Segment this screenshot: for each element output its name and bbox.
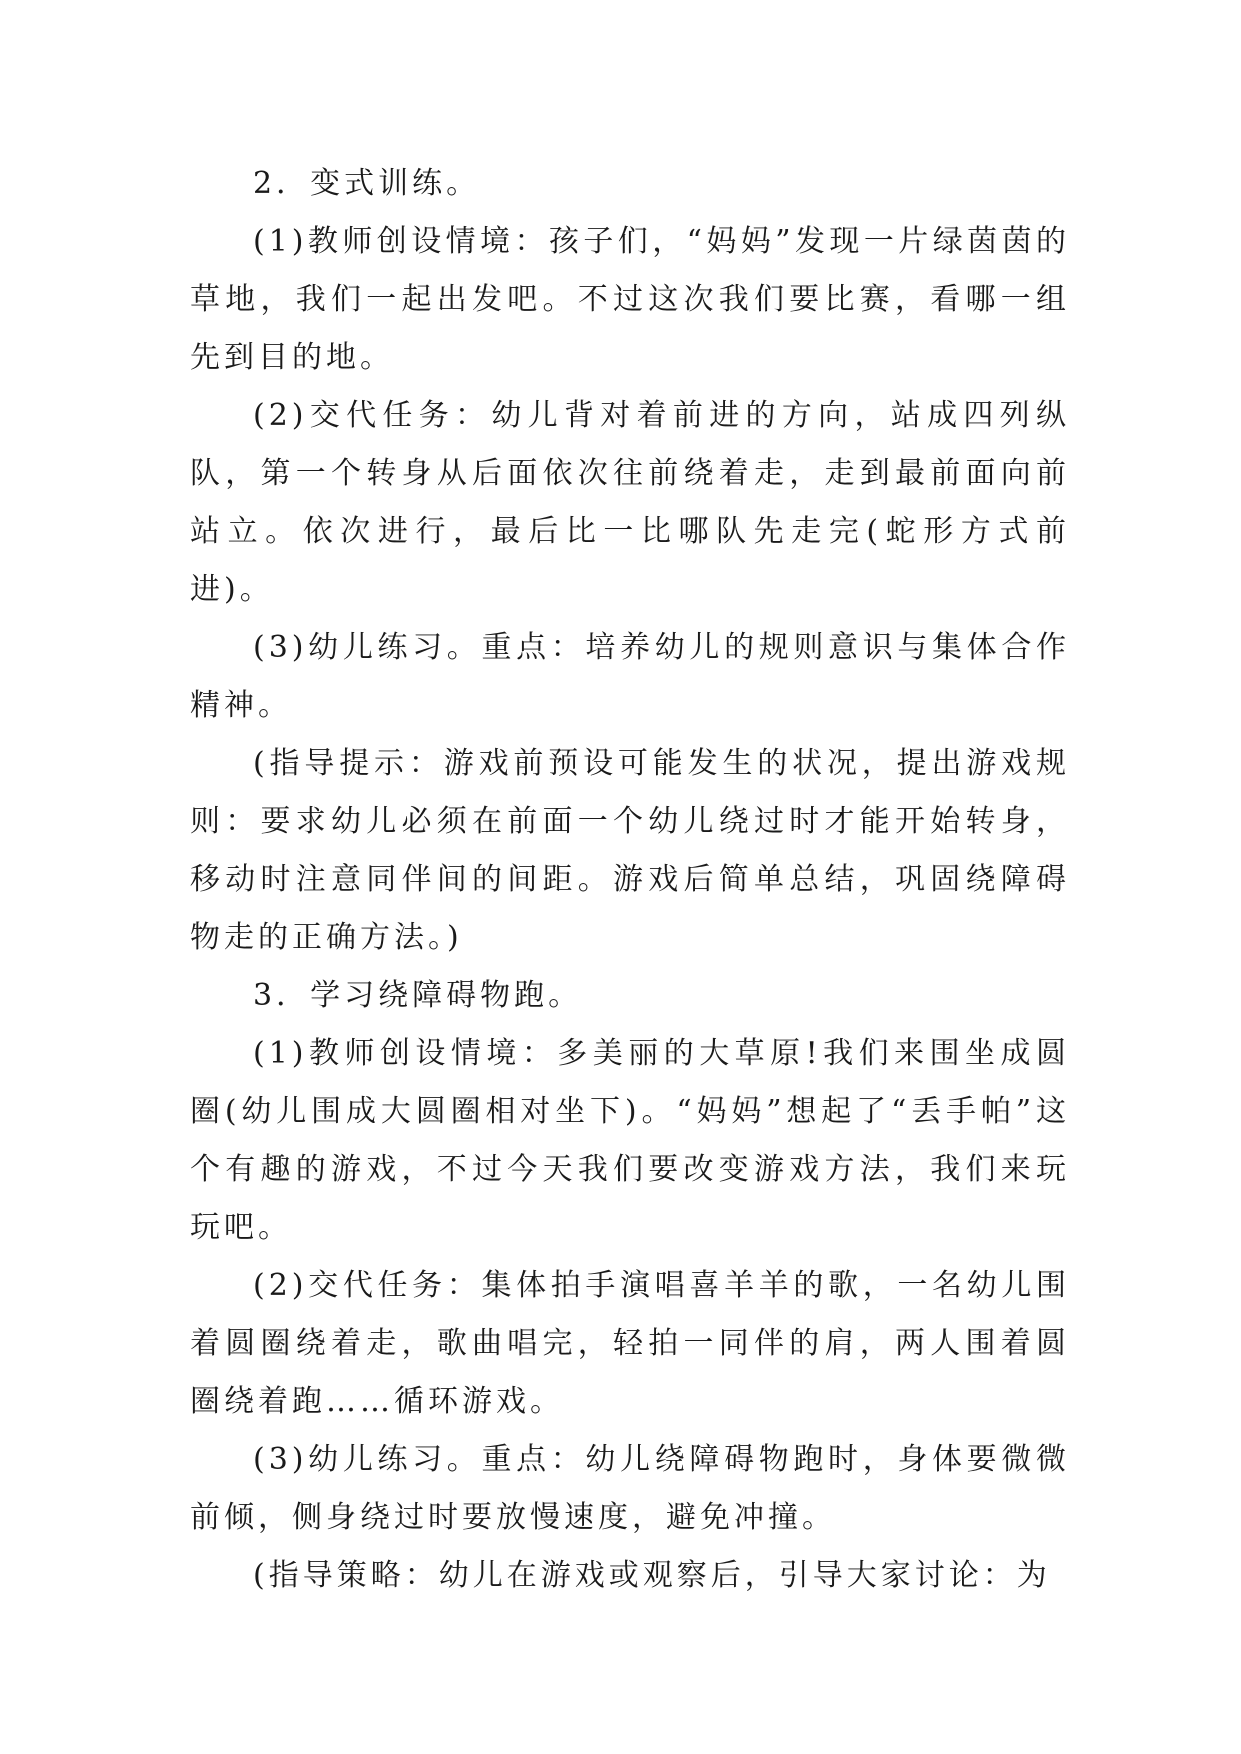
paragraph: (1)教师创设情境：孩子们，“妈妈”发现一片绿茵茵的草地，我们一起出发吧。不过这次我们要比赛，看哪一组先到目的地。	[190, 224, 1070, 375]
paragraph: (3)幼儿练习。重点：幼儿绕障碍物跑时，身体要微微前倾，侧身绕过时要放慢速度，避免冲撞。	[190, 1442, 1070, 1535]
paragraph: (3)幼儿练习。重点：培养幼儿的规则意识与集体合作精神。	[190, 630, 1070, 723]
section-heading-obstacle-running: 3．学习绕障碍物跑。	[253, 978, 583, 1013]
paragraph: (2)交代任务：集体拍手演唱喜羊羊的歌，一名幼儿围着圆圈绕着走，歌曲唱完，轻拍一同伴的肩，两人围着圆圈绕着跑……循环游戏。	[190, 1268, 1070, 1419]
section-heading-variation-training: 2．变式训练。	[253, 166, 481, 201]
paragraph: (1)教师创设情境：多美丽的大草原!我们来围坐成圆圈(幼儿围成大圆圈相对坐下)。“妈妈”想起了“丢手帕”这个有趣的游戏，不过今天我们要改变游戏方法，我们来玩玩吧。	[190, 1036, 1070, 1245]
paragraph: (指导提示：游戏前预设可能发生的状况，提出游戏规则：要求幼儿必须在前面一个幼儿绕过时才能开始转身，移动时注意同伴间的间距。游戏后简单总结，巩固绕障碍物走的正确方法。)	[190, 746, 1070, 955]
paragraph: (2)交代任务：幼儿背对着前进的方向，站成四列纵队，第一个转身从后面依次往前绕着走，走到最前面向前站立。依次进行，最后比一比哪队先走完(蛇形方式前进)。	[190, 398, 1070, 607]
paragraph: (指导策略：幼儿在游戏或观察后，引导大家讨论：为	[253, 1558, 1051, 1593]
document-body	[190, 155, 1070, 1605]
